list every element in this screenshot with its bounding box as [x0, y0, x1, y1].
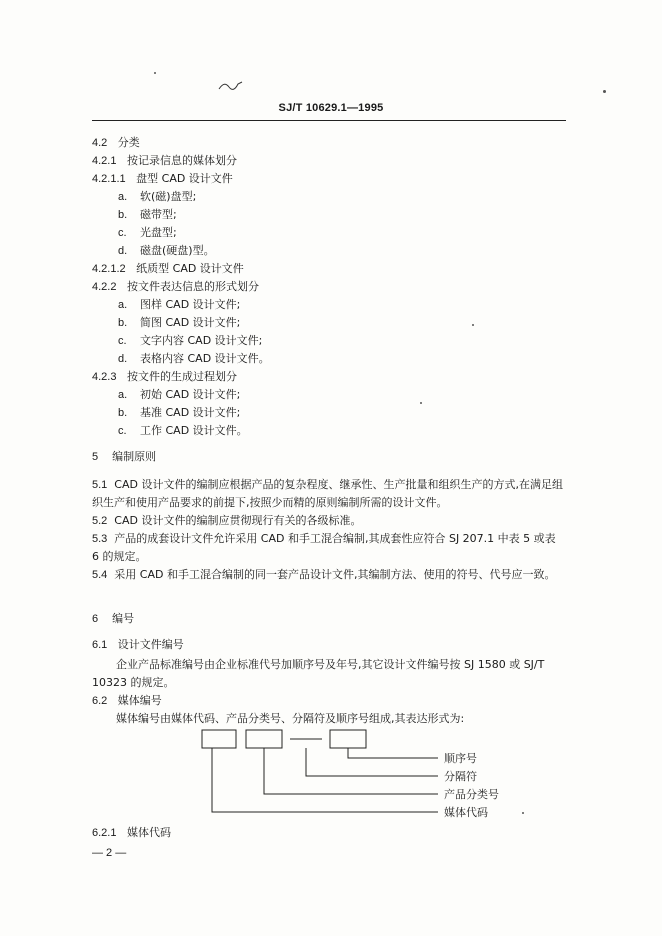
section-number: 6.2	[92, 695, 108, 707]
clause-text: CAD 设计文件的编制应贯彻现行有关的各级标准。	[114, 514, 362, 527]
standard-code: SJ/T 10629.1—1995	[278, 102, 384, 114]
heading-4-2-1	[92, 154, 237, 168]
list-item	[118, 424, 248, 438]
section-title: 分类	[117, 136, 140, 149]
item-label: a.	[118, 389, 128, 401]
scan-speck	[154, 72, 156, 74]
heading-5	[92, 450, 156, 464]
list-item	[118, 352, 270, 366]
clause-5-3	[92, 530, 566, 566]
item-label: c.	[118, 335, 127, 347]
section-number: 4.2.1	[92, 155, 117, 167]
section-title: 编号	[112, 612, 135, 625]
clause-text: 产品的成套设计文件允许采用 CAD 和手工混合编制,其成套性应符合 SJ 207.1 中表 5 或表 6 的规定。	[92, 532, 556, 563]
item-label: c.	[118, 227, 127, 239]
item-label: b.	[118, 317, 128, 329]
clause-5-4	[92, 566, 566, 584]
clause-5-1	[92, 476, 566, 512]
clause-5-2	[92, 512, 566, 530]
section-title: 编制原则	[112, 450, 157, 463]
section-title: 纸质型 CAD 设计文件	[136, 262, 244, 275]
heading-4-2	[92, 136, 140, 150]
section-number: 5.4	[92, 569, 108, 581]
heading-4-2-3	[92, 370, 237, 384]
section-title: 设计文件编号	[117, 638, 184, 651]
list-item	[118, 226, 177, 240]
section-title: 按文件的生成过程划分	[126, 370, 237, 383]
list-item	[118, 316, 240, 330]
heading-6-1	[92, 638, 184, 652]
scan-speck	[472, 324, 474, 326]
section-title: 媒体编号	[117, 694, 162, 707]
section-number: 5.1	[92, 479, 108, 491]
media-code-box	[202, 730, 236, 748]
item-text: 基准 CAD 设计文件;	[140, 406, 241, 419]
diagram-label-separator: 分隔符	[444, 770, 477, 783]
scan-speck	[522, 812, 524, 814]
item-text: 工作 CAD 设计文件。	[140, 424, 248, 437]
item-text: 图样 CAD 设计文件;	[140, 298, 241, 311]
diagram-label-product-class: 产品分类号	[444, 788, 499, 801]
heading-4-2-1-2	[92, 262, 244, 276]
item-text: 光盘型;	[140, 226, 177, 239]
list-item	[118, 388, 240, 402]
scan-speck	[420, 402, 422, 404]
section-title: 按记录信息的媒体划分	[126, 154, 237, 167]
section-number: 6.1	[92, 639, 108, 651]
item-label: b.	[118, 407, 128, 419]
leader-separator	[306, 748, 438, 776]
clause-text: 采用 CAD 和手工混合编制的同一套产品设计文件,其编制方法、使用的符号、代号应一致。	[114, 568, 556, 581]
leader-product-class	[264, 748, 438, 794]
section-number: 4.2.1.2	[92, 263, 126, 275]
product-class-box	[246, 730, 282, 748]
section-number: 5	[92, 451, 99, 463]
section-number: 5.3	[92, 533, 108, 545]
heading-6-2	[92, 694, 162, 708]
list-item	[118, 244, 215, 258]
list-item	[118, 208, 177, 222]
list-item	[118, 298, 240, 312]
diagram-label-sequence: 顺序号	[444, 752, 477, 765]
sequence-box	[330, 730, 366, 748]
item-text: 磁盘(硬盘)型。	[140, 244, 215, 257]
section-title: 媒体代码	[126, 826, 171, 839]
item-text: 磁带型;	[140, 208, 177, 221]
item-label: d.	[118, 353, 128, 365]
section-number: 5.2	[92, 515, 108, 527]
clause-6-1-text: 企业产品标准编号由企业标准代号加顺序号及年号,其它设计文件编号按 SJ 1580 或 SJ/T 10323 的规定。	[92, 658, 545, 689]
section-number: 4.2	[92, 137, 108, 149]
item-label: d.	[118, 245, 128, 257]
heading-4-2-1-1	[92, 172, 233, 186]
section-title: 盘型 CAD 设计文件	[136, 172, 233, 185]
heading-6-2-1	[92, 826, 171, 840]
item-label: b.	[118, 209, 128, 221]
leader-sequence	[348, 748, 438, 758]
item-text: 初始 CAD 设计文件;	[140, 388, 241, 401]
item-label: c.	[118, 425, 127, 437]
section-title: 按文件表达信息的形式划分	[126, 280, 259, 293]
heading-6	[92, 612, 134, 626]
clause-text: CAD 设计文件的编制应根据产品的复杂程度、继承性、生产批量和组织生产的方式,在满足组织生产和使用产品要求的前提下,按照少而精的原则编制所需的设计文件。	[92, 478, 563, 509]
section-number: 4.2.3	[92, 371, 117, 383]
scan-mark	[218, 80, 244, 92]
diagram-label-media-code: 媒体代码	[444, 806, 488, 819]
item-label: a.	[118, 191, 128, 203]
list-item	[118, 406, 240, 420]
item-text: 文字内容 CAD 设计文件;	[140, 334, 263, 347]
list-item	[118, 190, 196, 204]
section-number: 6.2.1	[92, 827, 117, 839]
item-text: 简图 CAD 设计文件;	[140, 316, 241, 329]
scan-speck	[603, 90, 606, 93]
section-number: 4.2.2	[92, 281, 117, 293]
section-number: 4.2.1.1	[92, 173, 126, 185]
list-item	[118, 334, 262, 348]
item-text: 软(磁)盘型;	[140, 190, 197, 203]
page-number: — 2 —	[92, 847, 127, 859]
item-text: 表格内容 CAD 设计文件。	[140, 352, 270, 365]
header-divider	[92, 120, 566, 121]
clause-6-2-text: 媒体编号由媒体代码、产品分类号、分隔符及顺序号组成,其表达形式为:	[116, 712, 465, 725]
item-label: a.	[118, 299, 128, 311]
heading-4-2-2	[92, 280, 259, 294]
section-number: 6	[92, 613, 99, 625]
